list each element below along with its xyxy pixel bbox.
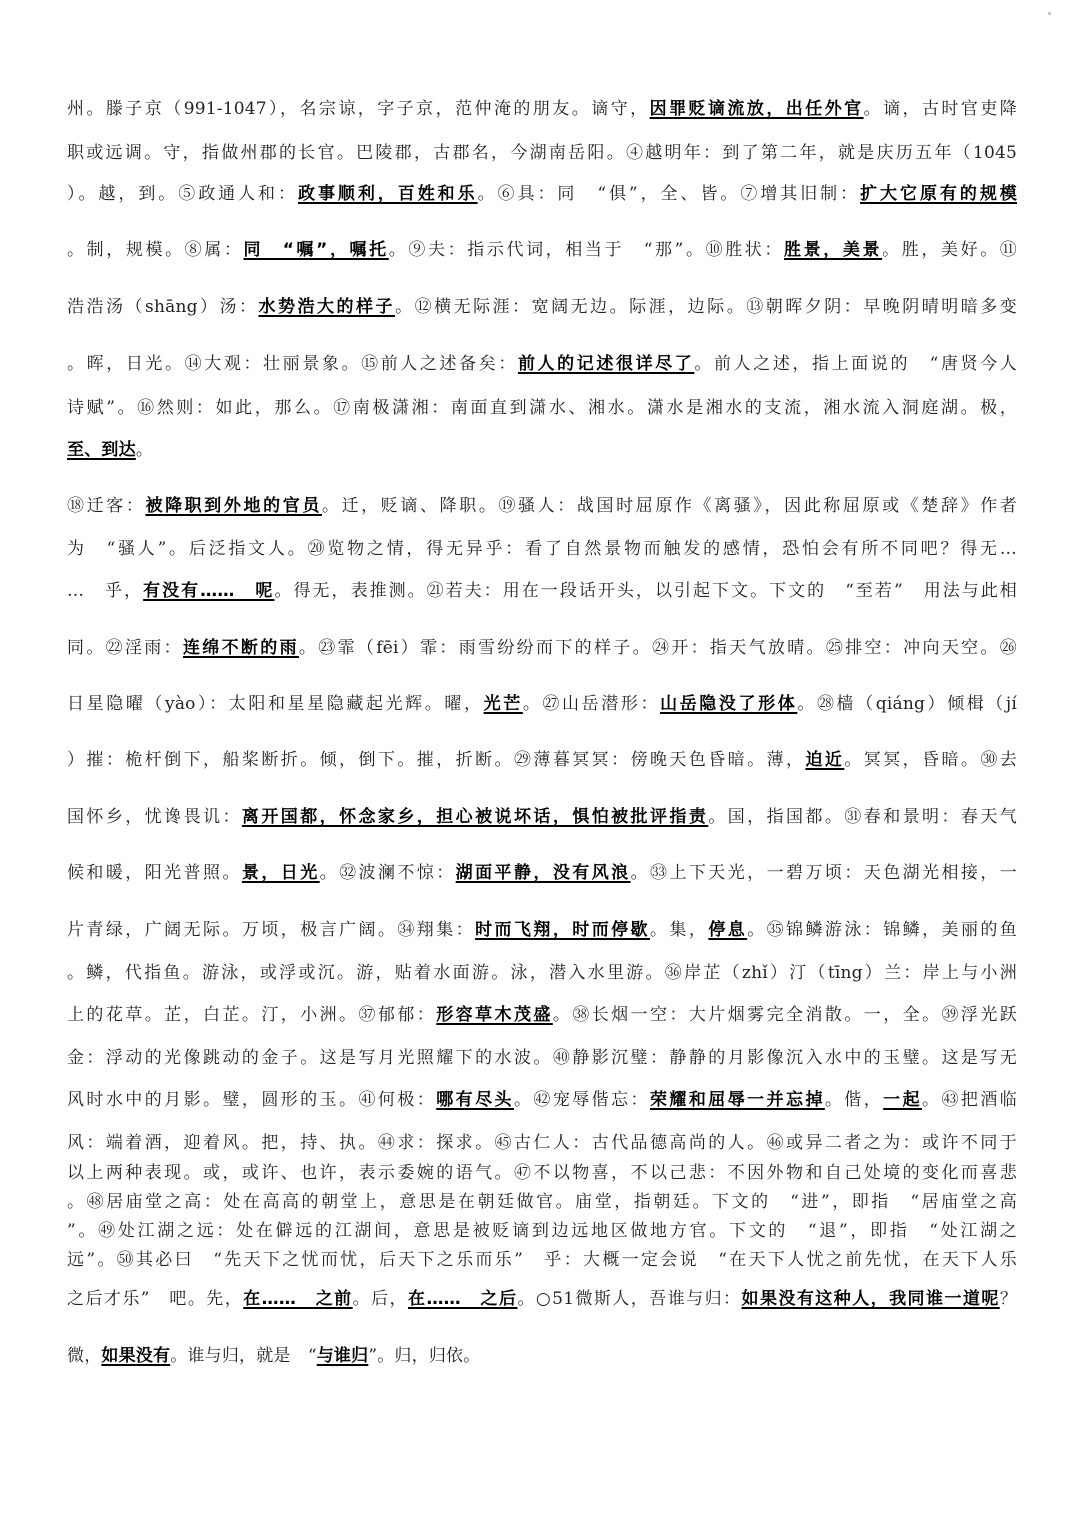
emphasized-definition: 迫近 xyxy=(805,750,845,770)
text-line xyxy=(67,1343,1017,1369)
text-run: 。㊽居庙堂之高：处在高高的朝堂上，意思是在朝廷做官。庙堂，指朝廷。下文的 “进”，即指 “居庙堂之高 xyxy=(67,1192,1017,1212)
emphasized-definition: 同 “嘱”，嘱托 xyxy=(243,240,389,260)
text-line xyxy=(67,917,1017,943)
emphasized-definition: 与谁归 xyxy=(316,1346,369,1366)
text-line xyxy=(67,860,1017,886)
text-run: 。胜，美好。⑪ xyxy=(882,240,1017,260)
text-line xyxy=(67,804,1017,830)
text-line xyxy=(67,437,1017,463)
text-run: 。㉗山岳潜形： xyxy=(522,694,661,714)
text-line xyxy=(67,1087,1017,1113)
text-run: 州。滕子京（991-1047），名宗谅，字子京，范仲淹的朋友。谪守， xyxy=(67,99,650,119)
emphasized-definition: 连绵不断的雨 xyxy=(182,638,299,658)
text-run: 日星隐曜（yào）：太阳和星星隐藏起光辉。曜， xyxy=(67,694,484,714)
text-run: 风：端着酒，迎着风。把，持、执。㊹求：探求。㊺古仁人：古代品德高尚的人。㊻或异二者之为：或许不同于 xyxy=(67,1133,1017,1153)
text-run: ）。越，到。⑤政通人和： xyxy=(67,184,298,204)
text-run: 职或远调。守，指做州郡的长官。巴陵郡，古郡名，今湖南岳阳。④越明年：到了第二年，就是庆历五年（1045 xyxy=(67,143,1017,163)
text-run: 。⑥具：同 “俱”，全、皆。⑦增其旧制： xyxy=(477,184,861,204)
text-run: 远”。㊿其必曰 “先天下之忧而忧，后天下之乐而乐” 乎：大概一定会说 “在天下人忧之前先忧，在天下人乐 xyxy=(67,1250,1017,1270)
text-run: 浩浩汤（shāng）汤： xyxy=(67,297,259,317)
text-line xyxy=(67,395,1017,421)
text-line xyxy=(67,635,1017,661)
text-line xyxy=(67,351,1017,377)
text-run: 片青绿，广阔无际。万顷，极言广阔。㉞翔集： xyxy=(67,920,476,940)
scan-speck xyxy=(1048,12,1051,15)
emphasized-definition: 光芒 xyxy=(483,694,523,714)
emphasized-definition: 在…… 之后 xyxy=(408,1289,518,1309)
text-run: 。㊷宠辱偕忘： xyxy=(513,1090,650,1110)
emphasized-definition: 有没有…… 呢 xyxy=(143,581,275,601)
text-run: 微， xyxy=(67,1346,102,1366)
emphasized-definition: 哪有尽头 xyxy=(436,1090,514,1110)
text-run: 国怀乡，忧谗畏讥： xyxy=(67,807,242,827)
text-line xyxy=(67,1130,1017,1156)
text-run: 。鳞，代指鱼。游泳，或浮或沉。游，贴着水面游。泳，潜入水里游。㊱岸芷（zhǐ）汀（tīng）兰：岸上与小洲 xyxy=(67,963,1017,983)
emphasized-definition: 离开国都，怀念家乡，担心被说坏话，惧怕被批评指责 xyxy=(241,807,709,827)
emphasized-definition: 在…… 之前 xyxy=(243,1289,353,1309)
text-run: 。㉜波澜不惊： xyxy=(319,863,456,883)
text-line xyxy=(67,1002,1017,1028)
emphasized-definition: 如果没有 xyxy=(101,1346,171,1366)
emphasized-definition: 至、到达 xyxy=(67,440,136,460)
text-run: 。晖，日光。⑭大观：壮丽景象。⑮前人之述备矣： xyxy=(67,354,518,374)
text-line xyxy=(67,181,1017,207)
text-run: 。㊳长烟一空：大片烟雾完全消散。一，全。㊴浮光跃 xyxy=(552,1005,1017,1025)
text-run: 。⑨夫：指示代词，相当于 “那”。⑩胜状： xyxy=(388,240,785,260)
text-run: 之后才乐” 吧。先， xyxy=(67,1289,244,1309)
text-line xyxy=(67,1286,1017,1312)
text-line xyxy=(67,1247,1017,1273)
emphasized-definition: 水势浩大的样子 xyxy=(258,297,396,317)
emphasized-definition: 被降职到外地的官员 xyxy=(145,496,322,516)
text-run: ？ xyxy=(999,1289,1017,1309)
text-line xyxy=(67,140,1017,166)
text-line xyxy=(67,1189,1017,1215)
text-line xyxy=(67,578,1017,604)
text-run: ”。㊾处江湖之远：处在僻远的江湖间，意思是被贬谪到边远地区做地方官。下文的 “退”，即指 “处江湖之 xyxy=(67,1221,1017,1241)
text-line xyxy=(67,1218,1017,1244)
text-run: 。前人之述，指上面说的 “唐贤今人 xyxy=(694,354,1017,374)
emphasized-definition: 景，日光 xyxy=(241,863,320,883)
text-line xyxy=(67,691,1017,717)
text-run: 。制，规模。⑧属： xyxy=(67,240,244,260)
emphasized-definition: 时而飞翔，时而停歇 xyxy=(475,920,650,940)
emphasized-definition: 形容草木茂盛 xyxy=(436,1005,553,1025)
text-run: 。㊸把酒临 xyxy=(922,1090,1017,1110)
text-run: 。㉝上下天光，一碧万顷：天色湖光相接，一 xyxy=(630,863,1017,883)
emphasized-definition: 山岳隐没了形体 xyxy=(660,694,798,714)
text-run: 上的花草。芷，白芷。汀，小洲。㊲郁郁： xyxy=(67,1005,437,1025)
text-run: … 乎， xyxy=(67,581,144,601)
text-run: ”。归，归依。 xyxy=(368,1346,481,1366)
emphasized-definition: 因罪贬谪流放，出任外官 xyxy=(649,99,864,119)
text-run: 诗赋”。⑯然则：如此，那么。⑰南极潇湘：南面直到潇水、湘水。潇水是湘水的支流，湘水流入洞庭湖。极， xyxy=(67,398,1017,418)
text-line xyxy=(67,96,1017,122)
text-run: ）摧：桅杆倒下，船桨断折。倾，倒下。摧，折断。㉙薄暮冥冥：傍晚天色昏暗。薄， xyxy=(67,750,806,770)
text-line xyxy=(67,747,1017,773)
text-line xyxy=(67,960,1017,986)
text-line xyxy=(67,1160,1017,1186)
text-run: 为 “骚人”。后泛指文人。⑳览物之情，得无异乎：看了自然景物而触发的感情，恐怕会有所不同吧？得无… xyxy=(67,539,1017,559)
text-run: 。⑫横无际涯：宽阔无边。际涯，边际。⑬朝晖夕阴：早晚阴晴明暗多变 xyxy=(395,297,1017,317)
emphasized-definition: 一起 xyxy=(883,1090,923,1110)
emphasized-definition: 扩大它原有的规模 xyxy=(860,184,1017,204)
text-run: ⑱迁客： xyxy=(67,496,146,516)
emphasized-definition: 停息 xyxy=(708,920,748,940)
emphasized-definition: 荣耀和屈辱一并忘掉 xyxy=(649,1090,825,1110)
text-line xyxy=(67,294,1017,320)
text-line xyxy=(67,493,1017,519)
text-run: 候和暖，阳光普照。 xyxy=(67,863,242,883)
text-run: 。谁与归，就是 “ xyxy=(170,1346,317,1366)
text-line xyxy=(67,237,1017,263)
emphasized-definition: 前人的记述很详尽了 xyxy=(517,354,695,374)
text-run: 以上两种表现。或，或许、也许，表示委婉的语气。㊼不以物喜，不以己悲：不因外物和自己处境的变化而喜悲 xyxy=(67,1163,1017,1183)
text-run: 。国，指国都。㉛春和景明：春天气 xyxy=(708,807,1017,827)
emphasized-definition: 湖面平静，没有风浪 xyxy=(455,863,631,883)
text-run: 。得无，表推测。㉑若夫：用在一段话开头，以引起下文。下文的 “至若” 用法与此相 xyxy=(274,581,1017,601)
text-run: 。后， xyxy=(352,1289,408,1309)
text-run: 金：浮动的光像跳动的金子。这是写月光照耀下的水波。㊵静影沉璧：静静的月影像沉入水中的玉璧。这是写无 xyxy=(67,1048,1017,1068)
text-run: 。○51微斯人，吾谁与归： xyxy=(517,1289,742,1309)
text-run: 。集， xyxy=(650,920,709,940)
text-run: 。㉘樯（qiáng）倾楫（jí xyxy=(797,694,1017,714)
text-run: 。迁，贬谪、降职。⑲骚人：战国时屈原作《离骚》，因此称屈原或《楚辞》作者 xyxy=(321,496,1017,516)
text-line xyxy=(67,1045,1017,1071)
text-run: 。谪，古时官吏降 xyxy=(863,99,1017,119)
emphasized-definition: 胜景，美景 xyxy=(784,240,883,260)
text-run: 。冥冥，昏暗。㉚去 xyxy=(844,750,1017,770)
text-run: 风时水中的月影。璧，圆形的玉。㊶何极： xyxy=(67,1090,437,1110)
text-run: 。偕， xyxy=(824,1090,884,1110)
emphasized-definition: 政事顺利，百姓和乐 xyxy=(297,184,478,204)
text-run: 。㉟锦鳞游泳：锦鳞，美丽的鱼 xyxy=(747,920,1017,940)
text-run: 同。㉒淫雨： xyxy=(67,638,183,658)
emphasized-definition: 如果没有这种人，我同谁一道呢 xyxy=(741,1289,1000,1309)
text-run: 。㉓霏（fēi）霏：雨雪纷纷而下的样子。㉔开：指天气放晴。㉕排空：冲向天空。㉖ xyxy=(298,638,1017,658)
text-line xyxy=(67,536,1017,562)
text-run: 。 xyxy=(135,440,154,460)
